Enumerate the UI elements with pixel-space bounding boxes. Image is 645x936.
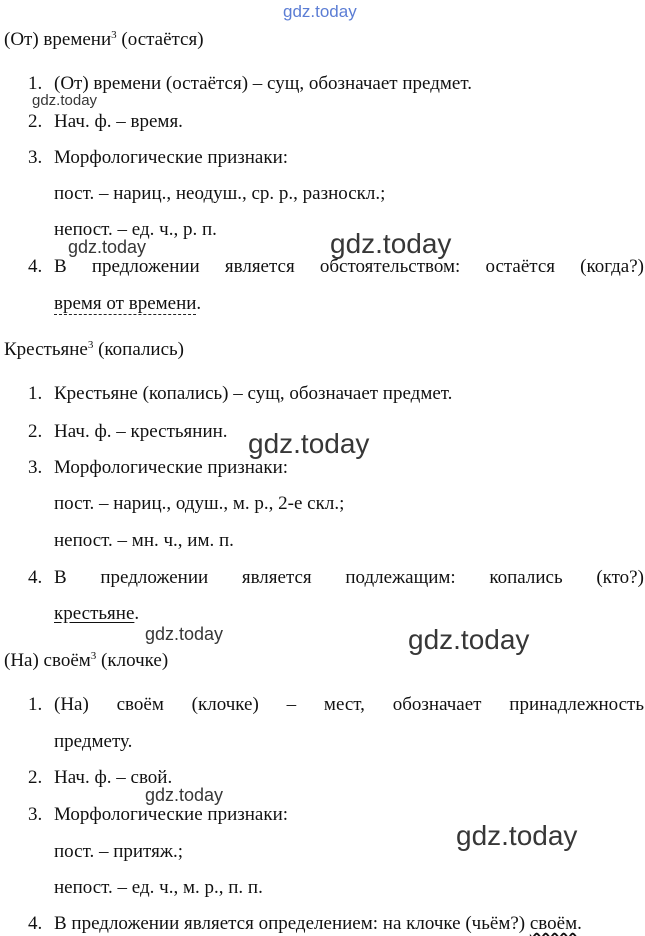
section3-item-1-continuation: предмету. xyxy=(54,731,133,752)
watermark: gdz.today xyxy=(408,624,530,655)
item-number: 4. xyxy=(28,913,43,934)
footnote-mark: 3 xyxy=(90,650,97,662)
section3-item-4 xyxy=(28,912,582,936)
item-number: 2. xyxy=(28,421,43,442)
item-text: Нач. ф. – крестьянин. xyxy=(54,421,228,442)
watermark-top: gdz.today xyxy=(283,2,357,21)
period: . xyxy=(196,293,202,314)
word: (клочке) xyxy=(191,694,259,715)
item-text: Морфологические признаки: xyxy=(54,147,289,168)
section2-heading-context: (копались) xyxy=(93,339,185,360)
period: . xyxy=(577,913,582,934)
item-number: 1. xyxy=(28,694,43,715)
word: (кто?) xyxy=(596,567,644,588)
item-text: Нач. ф. – свой. xyxy=(54,767,173,788)
word: обстоятельством: xyxy=(319,256,461,277)
section1-item-3 xyxy=(28,146,288,170)
section2-heading-word: Крестьяне xyxy=(4,339,88,360)
word: мест, xyxy=(323,694,365,715)
underlined-adverbial: время от времени xyxy=(54,293,197,314)
section2-item-1 xyxy=(28,382,452,406)
section1-heading-word: (От) времени xyxy=(4,29,112,50)
word: (когда?) xyxy=(580,256,644,277)
section1-constant-features: пост. – нариц., неодуш., ср. р., разноскл.; xyxy=(54,183,386,204)
period: . xyxy=(134,603,140,624)
watermark: gdz.today xyxy=(32,92,98,109)
word: принадлежность xyxy=(509,694,644,715)
item-number: 3. xyxy=(28,147,43,168)
section2-item-4-continuation xyxy=(54,602,139,626)
underlined-attribute: своём xyxy=(529,913,578,934)
item-text: Нач. ф. – время. xyxy=(54,111,183,132)
section2-item-4 xyxy=(28,566,54,590)
watermark: gdz.today xyxy=(248,428,370,459)
section2-constant-features: пост. – нариц., одуш., м. р., 2-е скл.; xyxy=(54,493,345,514)
section3-variable-features: непост. – ед. ч., м. р., п. п. xyxy=(54,877,263,898)
section1-heading-context: (остаётся) xyxy=(116,29,204,50)
section3-heading-word: (На) своём xyxy=(4,650,91,671)
item-text: Морфологические признаки: xyxy=(54,457,289,478)
section2-item-4-text xyxy=(54,566,644,590)
word: (На) xyxy=(54,694,89,715)
word: обозначает xyxy=(392,694,482,715)
watermark: gdz.today xyxy=(145,624,224,644)
footnote-mark: 3 xyxy=(111,29,117,41)
item-number: 2. xyxy=(28,111,43,132)
word: является xyxy=(224,256,295,277)
word: – xyxy=(286,694,297,715)
word: остаётся xyxy=(485,256,555,277)
section1-heading xyxy=(4,28,204,52)
word: предложении xyxy=(91,256,200,277)
footnote-mark: 3 xyxy=(87,339,94,351)
section2-variable-features: непост. – мн. ч., им. п. xyxy=(54,530,234,551)
section3-item-1-text xyxy=(54,693,644,717)
watermark: gdz.today xyxy=(456,820,578,851)
item-number: 1. xyxy=(28,73,43,94)
word: является xyxy=(241,567,312,588)
section1-item-2 xyxy=(28,110,183,134)
word: В xyxy=(54,567,67,588)
word: подлежащим: xyxy=(345,567,456,588)
item-text: Крестьяне (копались) – сущ, обозначает предмет. xyxy=(54,383,453,404)
word: В xyxy=(54,256,67,277)
section1-variable-features: непост. – ед. ч., р. п. xyxy=(54,219,217,240)
item-text: (От) времени (остаётся) – сущ, обозначает предмет. xyxy=(54,73,472,94)
item-number: 3. xyxy=(28,804,43,825)
section2-heading xyxy=(4,338,184,362)
section1-item-4 xyxy=(28,255,54,279)
item-number: 3. xyxy=(28,457,43,478)
section3-heading xyxy=(4,649,168,673)
item-text: В предложении является определением: на клочке (чьём?) xyxy=(54,913,530,934)
watermark: gdz.today xyxy=(145,785,224,805)
word: копались xyxy=(489,567,563,588)
item-text: Морфологические признаки: xyxy=(54,804,289,825)
section3-heading-context: (клочке) xyxy=(96,650,169,671)
word: своём xyxy=(116,694,164,715)
section3-constant-features: пост. – притяж.; xyxy=(54,841,183,862)
item-number: 4. xyxy=(28,567,43,588)
section1-item-4-continuation xyxy=(54,292,201,316)
item-number: 1. xyxy=(28,383,43,404)
item-number: 2. xyxy=(28,767,43,788)
section2-item-2 xyxy=(28,420,228,444)
underlined-subject: крестьяне xyxy=(54,603,135,624)
section3-item-1 xyxy=(28,693,54,717)
word: предложении xyxy=(100,567,209,588)
watermark: gdz.today xyxy=(330,228,452,259)
section3-item-3 xyxy=(28,803,288,827)
watermark: gdz.today xyxy=(68,237,147,257)
item-number: 4. xyxy=(28,256,43,277)
